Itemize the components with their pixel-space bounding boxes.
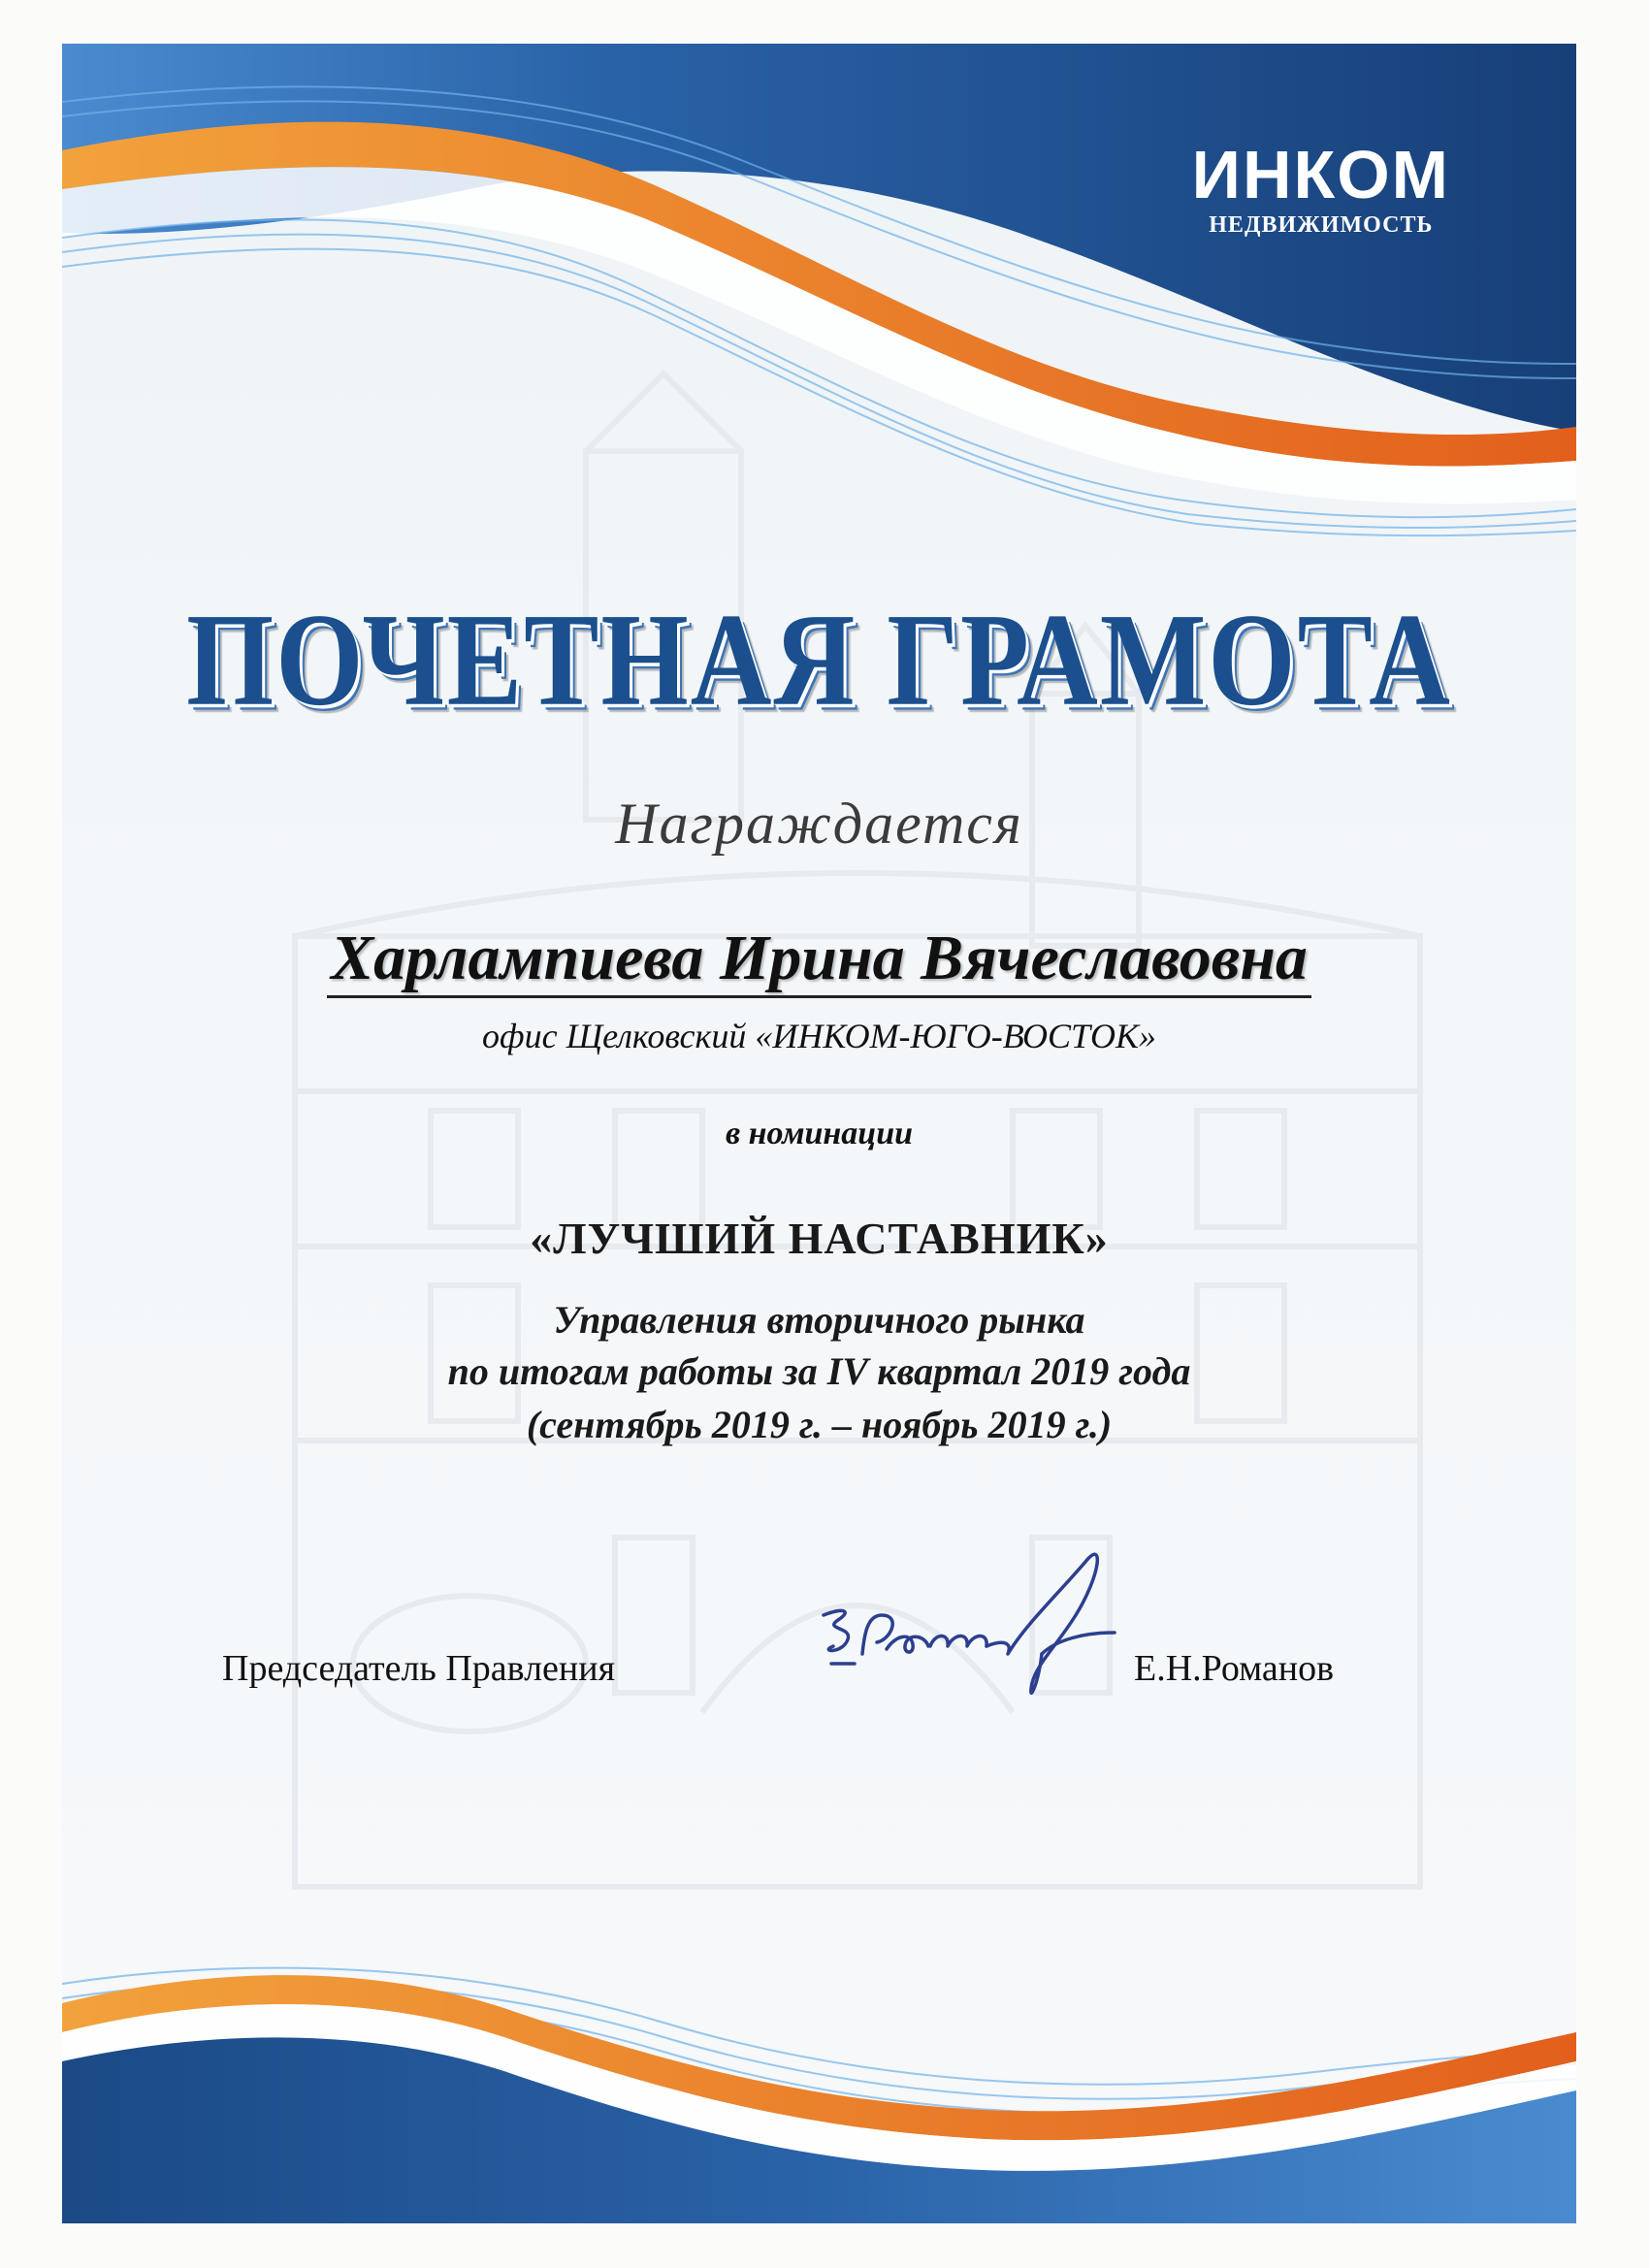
certificate-title: ПОЧЕТНАЯ ГРАМОТА bbox=[186, 587, 1452, 734]
bottom-decorative-band bbox=[62, 1916, 1576, 2223]
top-decorative-band bbox=[62, 44, 1576, 548]
nomination-title: «ЛУЧШИЙ НАСТАВНИК» bbox=[530, 1214, 1109, 1263]
description-line: (сентябрь 2019 г. – ноябрь 2019 г.) bbox=[526, 1403, 1113, 1446]
awarded-label: Награждается bbox=[615, 792, 1023, 856]
description-line: Управления вторичного рынка bbox=[553, 1298, 1085, 1342]
signatory-position: Председатель Правления bbox=[222, 1648, 616, 1689]
logo-wordmark: ИНКОМ bbox=[1191, 137, 1450, 212]
recipient-name bbox=[62, 922, 1576, 995]
certificate bbox=[62, 44, 1576, 2223]
nomination-intro: в номинации bbox=[725, 1116, 914, 1151]
office-line: офис Щелковский «ИНКОМ-ЮГО-ВОСТОК» bbox=[482, 1017, 1156, 1055]
logo-subtitle: НЕДВИЖИМОСТЬ bbox=[1209, 212, 1434, 238]
company-logo bbox=[1191, 137, 1450, 239]
signatory-name: Е.Н.Романов bbox=[1134, 1648, 1335, 1689]
description-line: по итогам работы за IV квартал 2019 года bbox=[447, 1349, 1191, 1393]
handwritten-signature bbox=[794, 1518, 1144, 1741]
recipient-name-text: Харлампиева Ирина Вячеславовна bbox=[327, 923, 1311, 998]
